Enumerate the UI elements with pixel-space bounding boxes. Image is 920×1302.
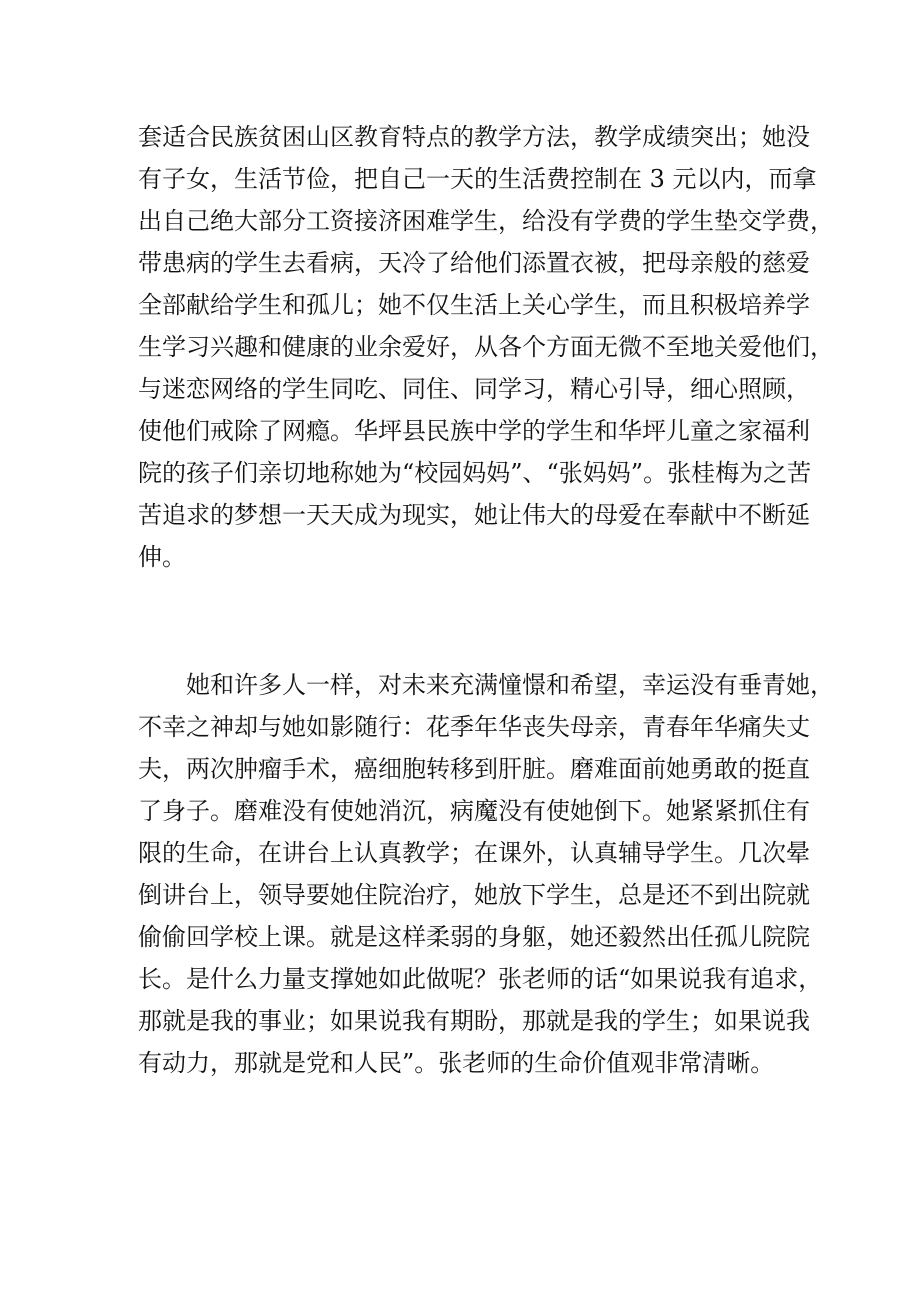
paragraph-line: 使他们戒除了网瘾。华坪县民族中学的学生和华坪儿童之家福利 [138,417,810,445]
paragraph-line: 了身子。磨难没有使她消沉，病魔没有使她倒下。她紧紧抓住有 [138,797,810,825]
paragraph-line: 那就是我的事业；如果说我有期盼，那就是我的学生；如果说我 [138,1007,810,1035]
paragraph-line: 伸。 [138,543,186,571]
paragraph-line: 她和许多人一样，对未来充满憧憬和希望，幸运没有垂青她， [186,671,834,699]
paragraph-line: 有子女，生活节俭，把自己一天的生活费控制在 3 元以内，而拿 [138,165,817,193]
paragraph-line: 苦追求的梦想一天天成为现实，她让伟大的母爱在奉献中不断延 [138,501,810,529]
paragraph-line: 套适合民族贫困山区教育特点的教学方法，教学成绩突出；她没 [138,123,810,151]
paragraph-line: 长。是什么力量支撑她如此做呢？张老师的话“如果说我有追求， [138,965,823,993]
paragraph-line: 出自己绝大部分工资接济困难学生，给没有学费的学生垫交学费， [138,207,834,235]
paragraph-line: 不幸之神却与她如影随行：花季年华丧失母亲，青春年华痛失丈 [138,713,810,741]
paragraph-line: 全部献给学生和孤儿；她不仅生活上关心学生，而且积极培养学 [138,291,810,319]
paragraph-1 [138,116,834,578]
paragraph-line: 限的生命，在讲台上认真教学；在课外，认真辅导学生。几次晕 [138,839,810,867]
paragraph-line: 夫，两次肿瘤手术，癌细胞转移到肝脏。磨难面前她勇敢的挺直 [138,755,810,783]
paragraph-line: 偷偷回学校上课。就是这样柔弱的身躯，她还毅然出任孤儿院院 [138,923,810,951]
paragraph-line: 院的孩子们亲切地称她为“校园妈妈”、“张妈妈”。张桂梅为之苦 [138,459,812,487]
paragraph-line: 有动力，那就是党和人民”。张老师的生命价值观非常清晰。 [138,1049,775,1077]
paragraph-line: 带患病的学生去看病，天冷了给他们添置衣被，把母亲般的慈爱 [138,249,810,277]
paragraph-line: 倒讲台上，领导要她住院治疗，她放下学生，总是还不到出院就 [138,881,810,909]
paragraph-line: 生学习兴趣和健康的业余爱好，从各个方面无微不至地关爱他们， [138,333,834,361]
paragraph-line: 与迷恋网络的学生同吃、同住、同学习，精心引导，细心照顾， [138,375,810,403]
paragraph-2 [138,664,834,1084]
